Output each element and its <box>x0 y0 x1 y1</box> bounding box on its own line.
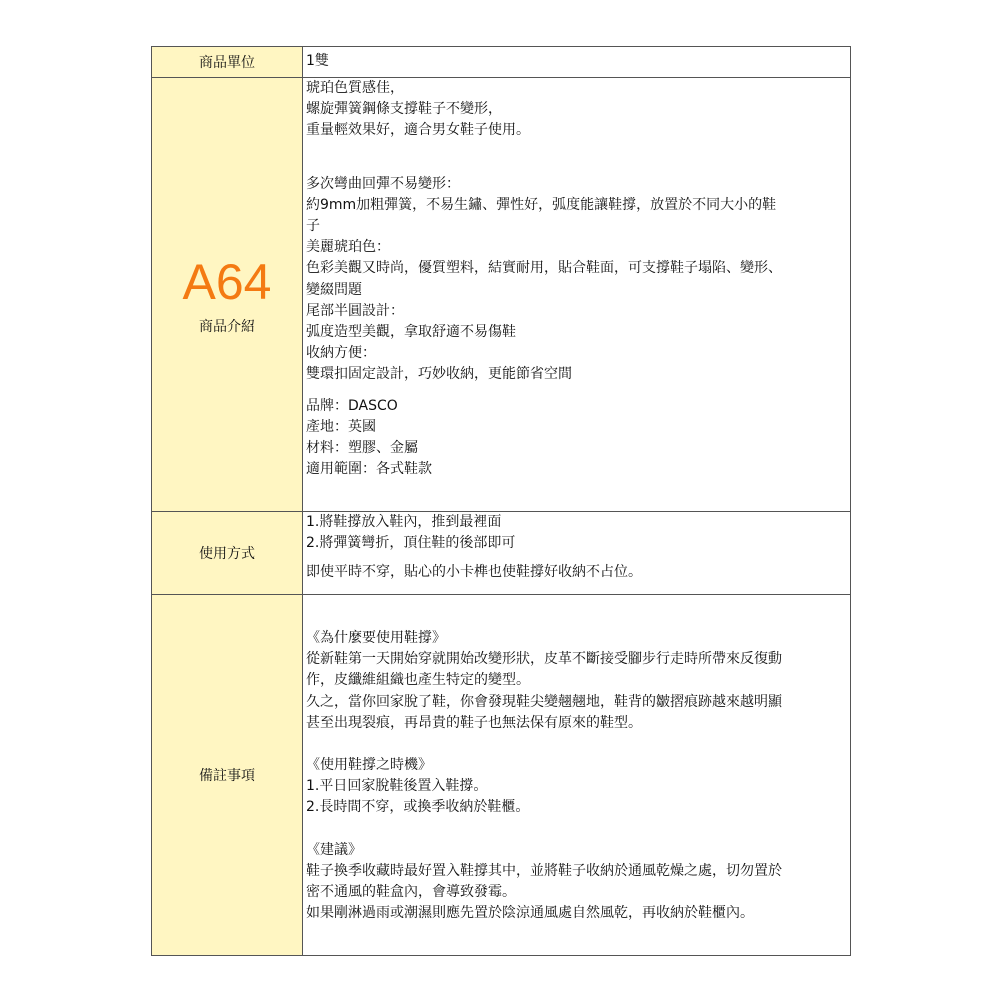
usage-note: 即使平時不穿，貼心的小卡榫也使鞋撐好收納不占位。 <box>306 564 642 581</box>
spec-origin: 產地：英國 <box>306 418 376 435</box>
row-product-unit <box>152 47 851 78</box>
notes-text: 作，皮纖維組織也產生特定的變型。 <box>306 672 530 689</box>
notes-text: 2.長時間不穿，或換季收納於鞋櫃。 <box>306 799 530 816</box>
intro-line: 重量輕效果好，適合男女鞋子使用。 <box>306 122 530 139</box>
feature-text: 弧度造型美觀，拿取舒適不易傷鞋 <box>306 324 516 341</box>
label-notes: 備註事項 <box>152 595 303 956</box>
usage-step: 1.將鞋撐放入鞋內，推到最裡面 <box>306 514 502 530</box>
product-code: A64 <box>182 253 272 310</box>
notes-text: 甚至出現裂痕，再昂貴的鞋子也無法保有原來的鞋型。 <box>306 714 642 731</box>
row-usage <box>152 512 851 595</box>
feature-heading: 多次彎曲回彈不易變形： <box>306 175 460 192</box>
label-product-intro: 商品介紹 <box>199 318 255 335</box>
row-notes <box>152 595 851 956</box>
intro-line: 螺旋彈簧鋼條支撐鞋子不變形， <box>306 101 502 118</box>
notes-text: 久之，當你回家脫了鞋，你會發現鞋尖變翹翹地，鞋背的皺摺痕跡越來越明顯 <box>306 693 782 710</box>
row-product-intro <box>152 78 851 512</box>
spec-material: 材料：塑膠、金屬 <box>306 440 418 457</box>
feature-heading: 收納方便： <box>306 345 376 362</box>
notes-text: 密不通風的鞋盒內，會導致發霉。 <box>306 884 516 901</box>
feature-text: 變綴問題 <box>306 281 362 298</box>
label-usage: 使用方式 <box>152 512 303 595</box>
notes-text: 從新鞋第一天開始穿就開始改變形狀，皮革不斷接受腳步行走時所帶來反復動 <box>306 651 782 668</box>
feature-text: 子 <box>306 218 320 235</box>
notes-text: 鞋子換季收藏時最好置入鞋撐其中，並將鞋子收納於通風乾燥之處，切勿置於 <box>306 862 782 879</box>
feature-text: 色彩美觀又時尚，優質塑料，結實耐用，貼合鞋面，可支撐鞋子塌陷、變形、 <box>306 260 782 277</box>
label-cell-product-intro <box>152 78 303 512</box>
feature-text: 約9mm加粗彈簧，不易生鏽、彈性好，弧度能讓鞋撐，放置於不同大小的鞋 <box>306 196 777 213</box>
notes-heading-advice: 《建議》 <box>306 841 362 858</box>
product-info-table <box>151 46 851 956</box>
spec-brand: 品牌：DASCO <box>306 397 398 414</box>
notes-content <box>303 595 851 956</box>
feature-text: 雙環扣固定設計，巧妙收納，更能節省空間 <box>306 366 572 383</box>
usage-content <box>303 512 851 595</box>
notes-text: 1.平日回家脫鞋後置入鞋撐。 <box>306 778 488 795</box>
intro-line: 琥珀色質感佳， <box>306 80 404 96</box>
label-product-unit: 商品單位 <box>152 47 303 78</box>
value-product-unit: 1雙 <box>303 47 851 78</box>
notes-text: 如果剛淋過雨或潮濕則應先置於陰涼通風處自然風乾，再收納於鞋櫃內。 <box>306 905 754 922</box>
notes-heading-why: 《為什麼要使用鞋撐》 <box>306 630 446 646</box>
feature-heading: 美麗琥珀色： <box>306 239 390 256</box>
spec-applicable: 適用範圍：各式鞋款 <box>306 461 432 478</box>
usage-step: 2.將彈簧彎折，頂住鞋的後部即可 <box>306 535 516 552</box>
feature-heading: 尾部半圓設計： <box>306 302 404 319</box>
product-intro-content <box>303 78 851 512</box>
notes-heading-timing: 《使用鞋撐之時機》 <box>306 757 432 774</box>
